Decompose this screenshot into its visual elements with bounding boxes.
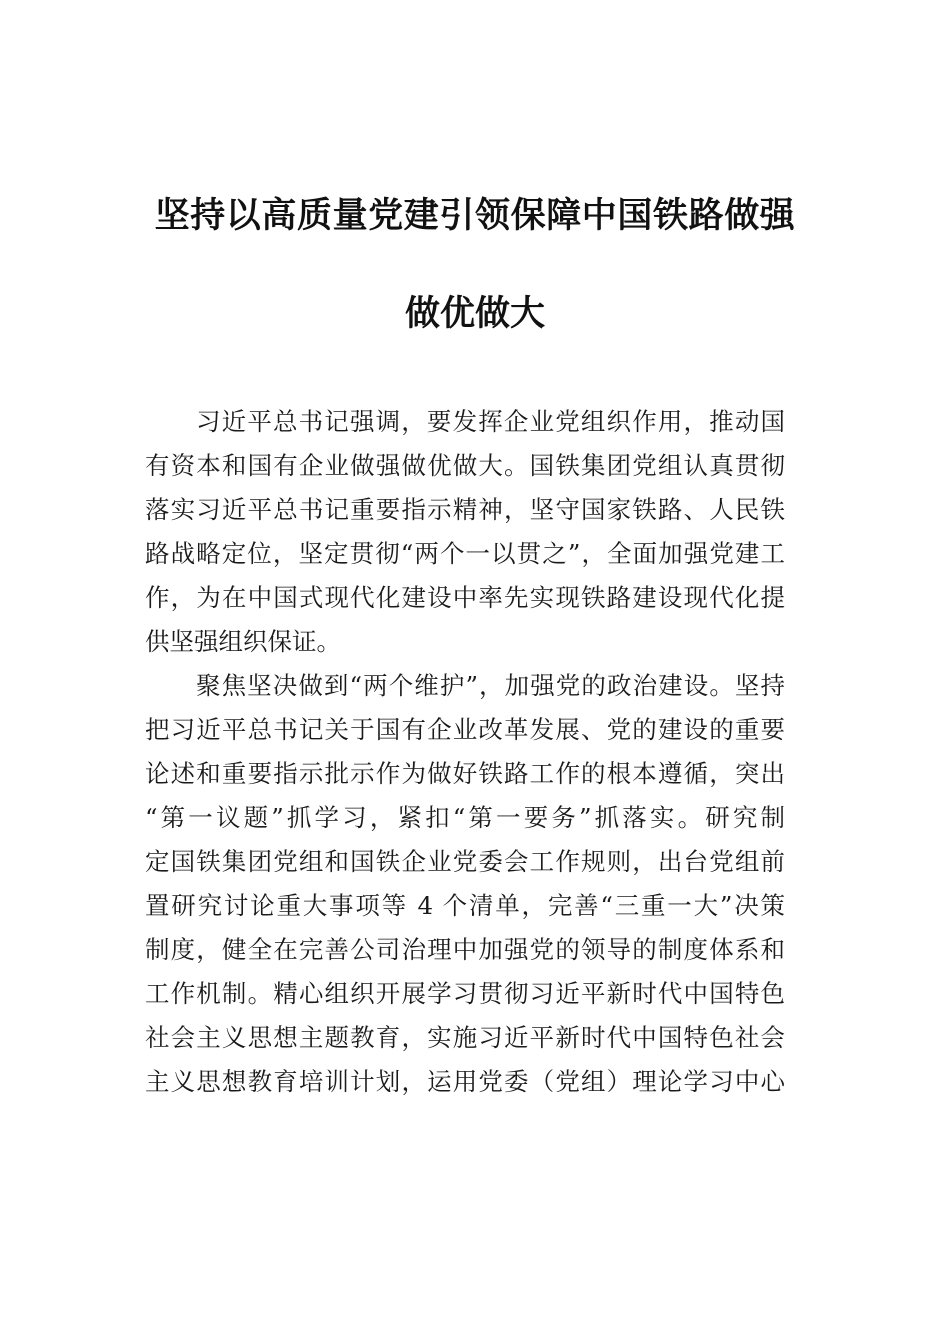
paragraph-line: 论述和重要指示批示作为做好铁路工作的根本遵循，突出: [145, 759, 785, 788]
paragraph-line: “第一议题”抓学习，紧扣“第一要务”抓落实。研究制: [145, 803, 785, 832]
paragraph-line: 社会主义思想主题教育，实施习近平新时代中国特色社会: [145, 1023, 785, 1052]
paragraph-line: 制度，健全在完善公司治理中加强党的领导的制度体系和: [145, 935, 785, 964]
document-title-line-2: 做优做大: [404, 293, 545, 334]
paragraph-line: 定国铁集团党组和国铁企业党委会工作规则，出台党组前: [145, 847, 785, 876]
paragraph-line: 有资本和国有企业做强做优做大。国铁集团党组认真贯彻: [145, 451, 785, 480]
paragraph-line: 作，为在中国式现代化建设中率先实现铁路建设现代化提: [145, 583, 785, 612]
paragraph-line: 工作机制。精心组织开展学习贯彻习近平新时代中国特色: [145, 979, 785, 1008]
paragraph-line: 路战略定位，坚定贯彻“两个一以贯之”，全面加强党建工: [145, 539, 785, 568]
paragraph-line: 供坚强组织保证。: [145, 627, 341, 656]
paragraph-line: 落实习近平总书记重要指示精神，坚守国家铁路、人民铁: [145, 495, 785, 524]
paragraph-line: 习近平总书记强调，要发挥企业党组织作用，推动国: [196, 407, 785, 436]
paragraph-line: 聚焦坚决做到“两个维护”，加强党的政治建设。坚持: [196, 671, 785, 700]
paragraph-line: 把习近平总书记关于国有企业改革发展、党的建设的重要: [145, 715, 785, 744]
document-title-line-1: 坚持以高质量党建引领保障中国铁路做强: [154, 195, 796, 236]
paragraph-line: 主义思想教育培训计划，运用党委（党组）理论学习中心: [145, 1067, 785, 1096]
paragraph-line: 置研究讨论重大事项等 4 个清单，完善“三重一大”决策: [145, 891, 785, 920]
